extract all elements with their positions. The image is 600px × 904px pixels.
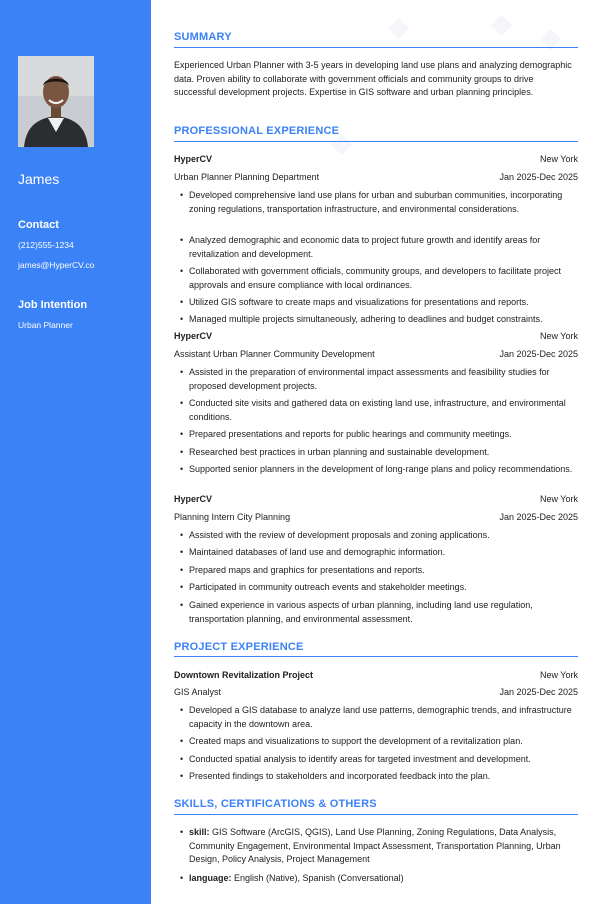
job-role: Urban Planner Planning Department xyxy=(174,172,320,182)
job-header xyxy=(174,494,578,504)
job-dates: Jan 2025-Dec 2025 xyxy=(499,512,578,522)
section-divider xyxy=(174,47,578,48)
skill-item xyxy=(189,826,578,867)
job-bullet: • Researched best practices in urban planning and sustainable development. xyxy=(189,446,578,460)
job-subheader xyxy=(174,512,578,522)
section-divider xyxy=(174,656,578,657)
project-bullet: • Created maps and visualizations to support the development of a revitalization plan. xyxy=(189,735,578,749)
job-location: New York xyxy=(539,494,578,504)
job-subheader xyxy=(174,172,578,182)
contact-heading: Contact xyxy=(18,219,59,231)
project-bullet: • Developed a GIS database to analyze land use patterns, demographic trends, and infrastructure capacity in the downtown area. xyxy=(189,704,578,731)
job-bullet: • Prepared maps and graphics for presentations and reports. xyxy=(189,564,578,578)
job-header xyxy=(174,331,578,341)
project-subheader xyxy=(174,687,578,697)
job-role: Assistant Urban Planner Community Development xyxy=(174,349,375,359)
job-bullet: • Collaborated with government officials, community groups, and developers to facilitate project approvals and ensure compliance with local ordinances. xyxy=(189,265,578,292)
language-label: language: xyxy=(189,873,232,883)
project-heading: PROJECT EXPERIENCE xyxy=(174,641,304,653)
company-name: HyperCV xyxy=(174,154,213,164)
job-location: New York xyxy=(539,331,578,341)
job-intention-value: Urban Planner xyxy=(18,320,73,330)
project-location: New York xyxy=(539,670,578,680)
project-bullet: • Presented findings to stakeholders and incorporated feedback into the plan. xyxy=(189,770,578,784)
job-bullet: • Maintained databases of land use and demographic information. xyxy=(189,546,578,560)
job-bullet: • Utilized GIS software to create maps and visualizations for presentations and reports. xyxy=(189,296,578,310)
skill-label: skill: xyxy=(189,827,210,837)
language-text: English (Native), Spanish (Conversational) xyxy=(231,873,404,883)
skills-heading: SKILLS, CERTIFICATIONS & OTHERS xyxy=(174,798,377,810)
job-bullet: • Participated in community outreach events and stakeholder meetings. xyxy=(189,581,578,595)
job-bullet: • Supported senior planners in the development of long-range plans and policy recommendations. xyxy=(189,463,578,477)
job-header xyxy=(174,154,578,164)
job-dates: Jan 2025-Dec 2025 xyxy=(499,172,578,182)
project-name: Downtown Revitalization Project xyxy=(174,670,314,680)
section-divider xyxy=(174,141,578,142)
company-name: HyperCV xyxy=(174,494,213,504)
job-bullet: • Assisted with the review of development proposals and zoning applications. xyxy=(189,529,578,543)
job-bullet: • Managed multiple projects simultaneously, adhering to deadlines and budget constraints. xyxy=(189,313,578,327)
summary-text: Experienced Urban Planner with 3-5 years in developing land use plans and analyzing demographic data. Proven ability to collaborate with government officials and community groups to drive successful development projects. Expertise in GIS software and urban planning principles. xyxy=(174,60,572,97)
experience-heading: PROFESSIONAL EXPERIENCE xyxy=(174,125,340,137)
job-subheader xyxy=(174,349,578,359)
sidebar xyxy=(0,0,151,904)
job-bullet: • Developed comprehensive land use plans for urban and suburban communities, incorporating zoning regulations, transportation infrastructure, and environmental considerations. xyxy=(189,189,578,216)
job-location: New York xyxy=(539,154,578,164)
email-address: james@HyperCV.co xyxy=(18,260,95,270)
job-bullet: • Gained experience in various aspects of urban planning, including land use regulation, transportation planning, and environmental assessment. xyxy=(189,599,578,626)
job-bullet: • Assisted in the preparation of environmental impact assessments and feasibility studies for proposed development projects. xyxy=(189,366,578,393)
job-intention-heading: Job Intention xyxy=(18,299,88,311)
phone-number: (212)555-1234 xyxy=(18,240,74,250)
job-bullet: • Prepared presentations and reports for public hearings and community meetings. xyxy=(189,428,578,442)
decorative-diamond xyxy=(331,134,352,155)
project-role: GIS Analyst xyxy=(174,687,222,697)
language-item xyxy=(189,872,578,886)
job-role: Planning Intern City Planning xyxy=(174,512,291,522)
job-dates: Jan 2025-Dec 2025 xyxy=(499,349,578,359)
project-bullet: • Conducted spatial analysis to identify areas for targeted investment and development. xyxy=(189,753,578,767)
skill-text: GIS Software (ArcGIS, QGIS), Land Use Planning, Zoning Regulations, Data Analysis, Community Engagement, Environmental Impact Assessment, Transportation Planning, Urban Design, Policy Analysis, Project Management xyxy=(189,827,561,864)
job-bullet: • Conducted site visits and gathered data on existing land use, infrastructure, and environmental conditions. xyxy=(189,397,578,424)
summary-heading: SUMMARY xyxy=(174,31,232,43)
project-dates: Jan 2025-Dec 2025 xyxy=(499,687,578,697)
company-name: HyperCV xyxy=(174,331,213,341)
candidate-name: James xyxy=(18,171,60,187)
section-divider xyxy=(174,814,578,815)
job-bullet: • Analyzed demographic and economic data to project future growth and identify areas for revitalization and development. xyxy=(189,234,578,261)
profile-photo xyxy=(18,56,94,147)
project-header xyxy=(174,670,578,680)
